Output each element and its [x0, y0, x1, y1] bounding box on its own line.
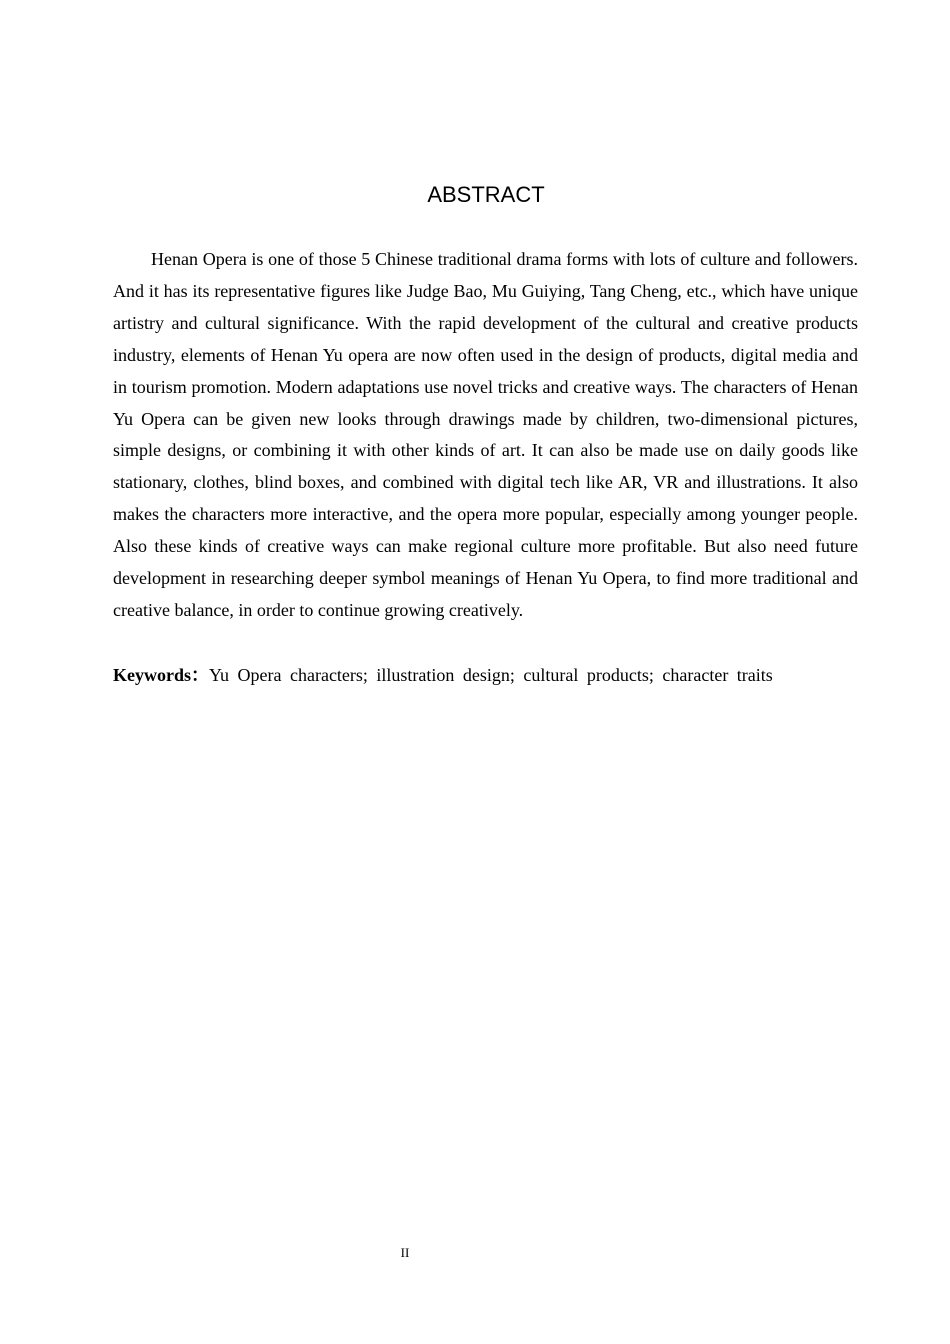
abstract-title: ABSTRACT [427, 182, 545, 207]
abstract-body-paragraph: Henan Opera is one of those 5 Chinese traditional drama forms with lots of culture and followers. And it has its representative figures like Judge Bao, Mu Guiying, Tang Cheng, etc., which have unique artistry and cultural significance. With the rapid development of the cultural and creative products industry, elements of Henan Yu opera are now often used in the design of products, digital media and in tourism promotion. Modern adaptations use novel tricks and creative ways. The characters of Henan Yu Opera can be given new looks through drawings made by children, two-dimensional pictures, simple designs, or combining it with other kinds of art. It can also be made use on daily goods like stationary, clothes, blind boxes, and combined with digital tech like AR, VR and illustrations. It also makes the characters more interactive, and the opera more popular, especially among younger people. Also these kinds of creative ways can make regional culture more profitable. But also need future development in researching deeper symbol meanings of Henan Yu Opera, to find more traditional and creative balance, in order to continue growing creatively. [113, 249, 858, 620]
page-number: II [400, 1245, 410, 1260]
keywords-label: Keywords： [113, 665, 209, 685]
keywords-line [113, 659, 873, 691]
keywords-list: Yu Opera characters; illustration design; cultural products; character traits [209, 665, 773, 685]
